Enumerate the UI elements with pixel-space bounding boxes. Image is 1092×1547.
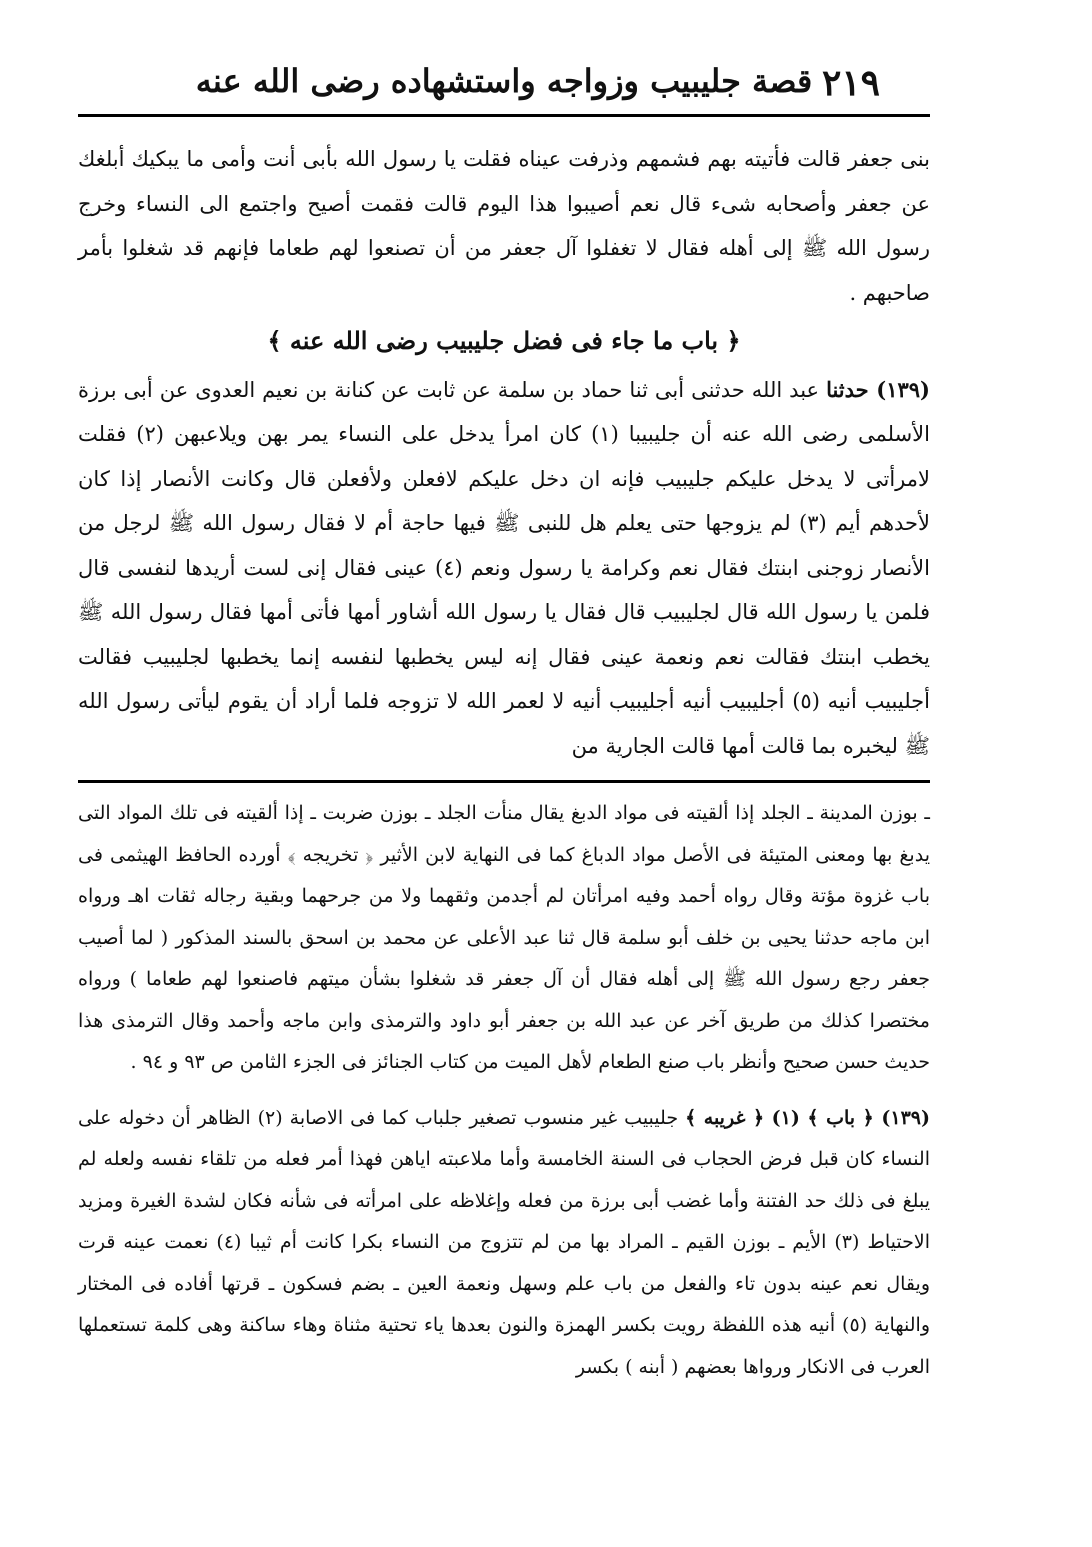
- page-header: [78, 50, 930, 114]
- footnote-rule: [78, 780, 930, 783]
- footnotes: [78, 793, 930, 1388]
- main-paragraph-2: [78, 368, 930, 769]
- main-paragraph-1: بنى جعفر قالت فأتيته بهم فشمهم وذرفت عيناه فقلت يا رسول الله بأبى أنت وأمى ما يبكيك أبلغك عن جعفر وأصحابه شىء قال نعم أصيبوا هذا اليوم قالت فقمت أصيح واجتمع الى النساء وخرج رسول الله ﷺ إلى أهله فقال لا تغفلوا آل جعفر من أن تصنعوا لهم طعاما فإنهم قد شغلوا بأمر صاحبهم .: [78, 147, 930, 305]
- footnote-1: ـ بوزن المدينة ـ الجلد إذا ألقيته فى مواد الدبغ يقال منأت الجلد ـ بوزن ضربت ـ إذا ألقيته فى تلك المواد التى يدبغ بها ومعنى المتيئة فى الأصل مواد الدباغ كما فى النهاية لابن الأثير ﴿ تخريجه ﴾ أورده الحافظ الهيثمى فى باب غزوة مؤتة وقال رواه أحمد وفيه امرأتان لم أجدمن وثقهما ولا من جرحهما وبقية رجاله ثقات اهـ ورواه ابن ماجه حدثنا يحيى بن خلف أبو سلمة قال ثنا عبد الأعلى عن محمد بن اسحق بالسند المذكور ( لما أصيب جعفر رجع رسول الله ﷺ إلى أهله فقال أن آل جعفر قد شغلوا بشأن ميتهم فاصنعوا لهم طعاما ) ورواه مختصرا كذلك من طريق آخر عن عبد الله بن جعفر أبو داود والترمذى وابن ماجه وأحمد وقال الترمذى هذا حديث حسن صحيح وأنظر باب صنع الطعام لأهل الميت من كتاب الجنائز فى الجزء الثامن ص ٩٣ و ٩٤ .: [78, 802, 930, 1073]
- footnote-2: [78, 1098, 930, 1389]
- book-page: [78, 50, 930, 1490]
- hadith-number-label: (١٣٩) حدثنا: [826, 376, 930, 402]
- footnote-2-text: جليبيب غير منسوب تصغير جلباب كما فى الاصابة (٢) الظاهر أن دخوله على النساء كان قبل فرض الحجاب فى السنة الخامسة وأما ملاعبته اياهن فهذا أمر فعله من تلقاء نفسه ولعله لم يبلغ فى ذلك حد الفتنة وأما غضب أبى برزة من فعله وإغلاظه على امرأته فى شأنه فكان لشدة الغيرة ومزيد الاحتياط (٣) الأيم ـ بوزن القيم ـ المراد بها من لم تتزوج من النساء بكرا كانت أم ثيبا (٤) نعمت عينه قرت ويقال نعم عينه بدون تاء والفعل من باب علم وسهل ونعمة العين ـ بضم فسكون ـ قرتها أفاده فى المختار والنهاية (٥) أنيه هذه اللفظة رويت بكسر الهمزة والنون بعدها ياء تحتية مثناة وهاء ساكنة وهى كلمة تستعملها العرب فى الانكار ورواها بعضهم ( أبنه ) بكسر: [78, 1106, 931, 1378]
- footnote-2-label: (١٣٩) ﴿ باب ﴾ (١) ﴿ غريبه ﴾: [685, 1106, 930, 1129]
- page-number: ٢١٩: [821, 62, 880, 104]
- chapter-heading: ﴿ باب ما جاء فى فضل جليبيب رضى الله عنه ﴾: [267, 326, 741, 355]
- main-text: [78, 137, 930, 768]
- hadith-text: عبد الله حدثنى أبى ثنا حماد بن سلمة عن ثابت عن كنانة بن نعيم العدوى عن أبى برزة الأسلمى رضى الله عنه أن جليبيبا (١) كان امرأ يدخل على النساء يمر بهن ويلاعبهن (٢) فقلت لامرأتى لا يدخل عليكم جليبيب فإنه ان دخل عليكم لافعلن ولأفعلن قال وكانت الأنصار إذا كان لأحدهم أيم (٣) لم يزوجها حتى يعلم هل للنبى ﷺ فيها حاجة أم لا فقال رسول الله ﷺ لرجل من الأنصار زوجنى ابنتك فقال نعم وكرامة يا رسول ونعم (٤) عينى فقال إنى لست أريدها لنفسى قال فلمن يا رسول الله قال لجليبيب قال فقال يا رسول الله أشاور أمها فأتى أمها فقال رسول الله ﷺ يخطب ابنتك فقالت نعم ونعمة عينى فقال إنه ليس يخطبها لنفسه إنما يخطبها لجليبيب فقالت أجليبيب أنيه (٥) أجليبيب أنيه أجليبيب أنيه لا لعمر الله لا تزوجه فلما أراد أن يقوم ليأتى رسول الله ﷺ ليخبره بما قالت أمها قالت الجارية من: [78, 377, 931, 758]
- running-title: قصة جليبيب وزواجه واستشهاده رضى الله عنه: [195, 62, 813, 100]
- header-rule: [78, 114, 930, 117]
